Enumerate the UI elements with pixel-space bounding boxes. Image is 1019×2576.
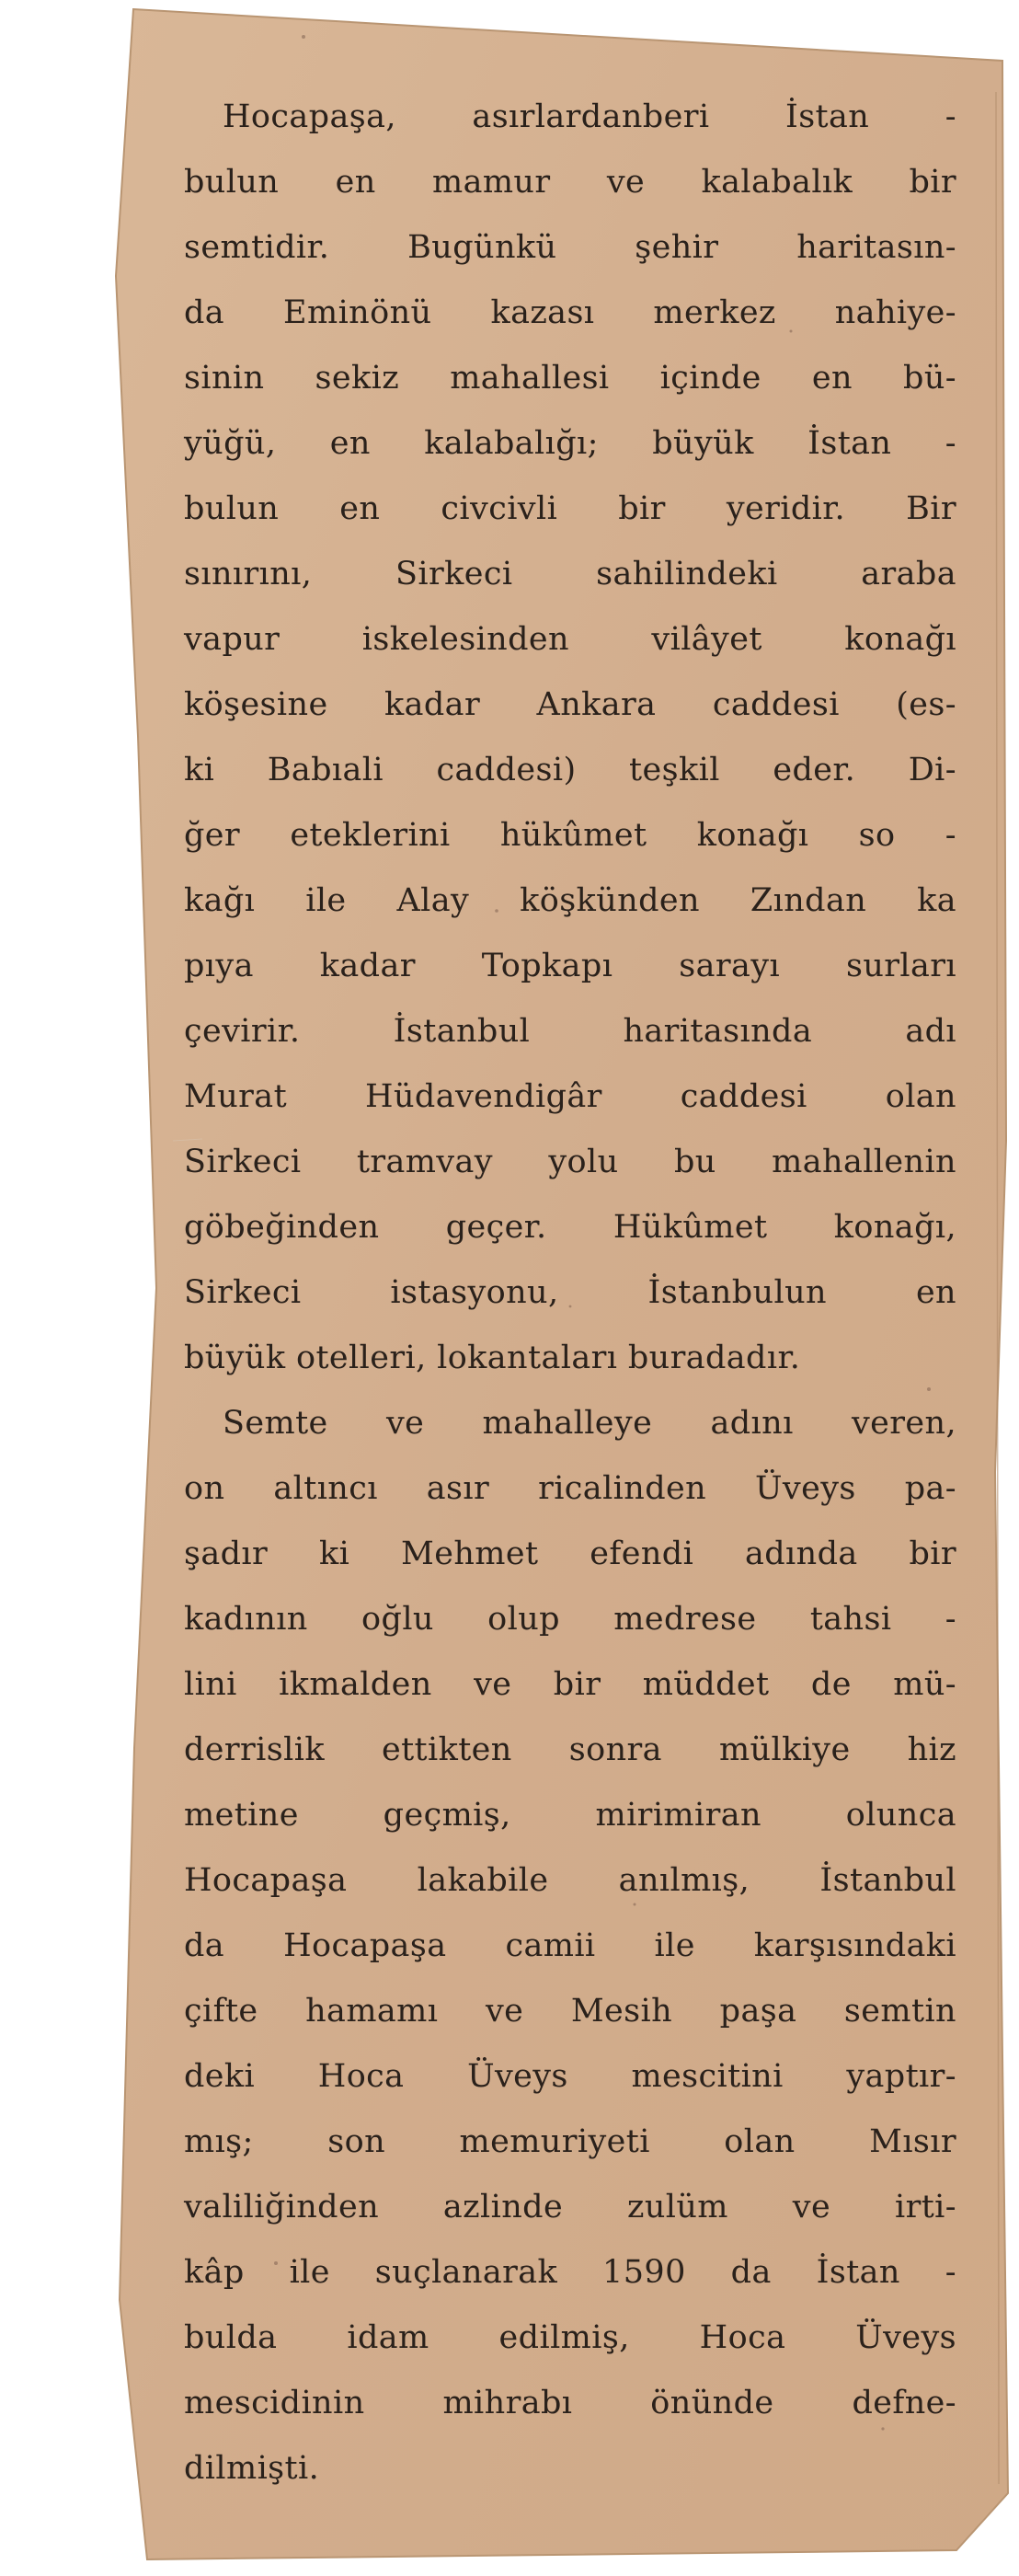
text-line: derrislik ettikten sonra mülkiye hiz bbox=[184, 1731, 956, 1768]
text-line: çifte hamamı ve Mesih paşa semtin bbox=[184, 1993, 956, 2030]
text-line: pıya kadar Topkapı sarayı surları bbox=[184, 948, 956, 984]
text-line: büyük otelleri, lokantaları buradadır. bbox=[184, 1340, 801, 1376]
text-line: metine geçmiş, mirimiran olunca bbox=[184, 1797, 956, 1834]
text-line: Hocapaşa lakabile anılmış, İstanbul bbox=[184, 1862, 956, 1899]
text-line: Hocapaşa, asırlardanberi İstan - bbox=[223, 98, 956, 135]
text-line: sınırını, Sirkeci sahilindeki araba bbox=[184, 556, 956, 592]
text-line: Sirkeci istasyonu, İstanbulun en bbox=[184, 1274, 956, 1311]
text-line: semtidir. Bugünkü şehir haritasın- bbox=[184, 229, 956, 266]
text-line: mescidinin mihrabı önünde defne- bbox=[184, 2385, 956, 2421]
text-line: bulun en mamur ve kalabalık bir bbox=[184, 164, 956, 201]
article-column bbox=[184, 85, 956, 2501]
text-line: kağı ile Alay köşkünden Zından ka bbox=[184, 882, 956, 919]
text-line: çevirir. İstanbul haritasında adı bbox=[184, 1013, 956, 1050]
paragraph-1 bbox=[184, 85, 956, 1391]
text-line: on altıncı asır ricalinden Üveys pa- bbox=[184, 1470, 956, 1507]
text-line: bulda idam edilmiş, Hoca Üveys bbox=[184, 2319, 956, 2356]
text-line: mış; son memuriyeti olan Mısır bbox=[184, 2123, 956, 2160]
text-line: ki Babıali caddesi) teşkil eder. Di- bbox=[184, 752, 956, 788]
text-line: Murat Hüdavendigâr caddesi olan bbox=[184, 1078, 956, 1115]
text-line: göbeğinden geçer. Hükûmet konağı, bbox=[184, 1209, 956, 1246]
text-line: da Hocapaşa camii ile karşısındaki bbox=[184, 1927, 956, 1964]
paragraph-2 bbox=[184, 1391, 956, 2501]
text-line: yüğü, en kalabalığı; büyük İstan - bbox=[184, 425, 956, 462]
text-line: kadının oğlu olup medrese tahsi - bbox=[184, 1601, 956, 1638]
text-line: valiliğinden azlinde zulüm ve irti- bbox=[184, 2189, 956, 2225]
text-line: Semte ve mahalleye adını veren, bbox=[223, 1405, 956, 1442]
text-line: ğer eteklerini hükûmet konağı so - bbox=[184, 817, 956, 854]
text-line: bulun en civcivli bir yeridir. Bir bbox=[184, 490, 956, 527]
text-line: da Eminönü kazası merkez nahiye- bbox=[184, 294, 956, 331]
text-line: köşesine kadar Ankara caddesi (es- bbox=[184, 686, 956, 723]
text-line: Sirkeci tramvay yolu bu mahallenin bbox=[184, 1144, 956, 1180]
text-line: kâp ile suçlanarak 1590 da İstan - bbox=[184, 2254, 956, 2291]
text-line: şadır ki Mehmet efendi adında bir bbox=[184, 1535, 956, 1572]
text-line: vapur iskelesinden vilâyet konağı bbox=[184, 621, 956, 658]
text-line: sinin sekiz mahallesi içinde en bü- bbox=[184, 360, 956, 397]
text-line: deki Hoca Üveys mescitini yaptır- bbox=[184, 2058, 956, 2095]
text-line: dilmişti. bbox=[184, 2450, 320, 2487]
text-line: lini ikmalden ve bir müddet de mü- bbox=[184, 1666, 956, 1703]
